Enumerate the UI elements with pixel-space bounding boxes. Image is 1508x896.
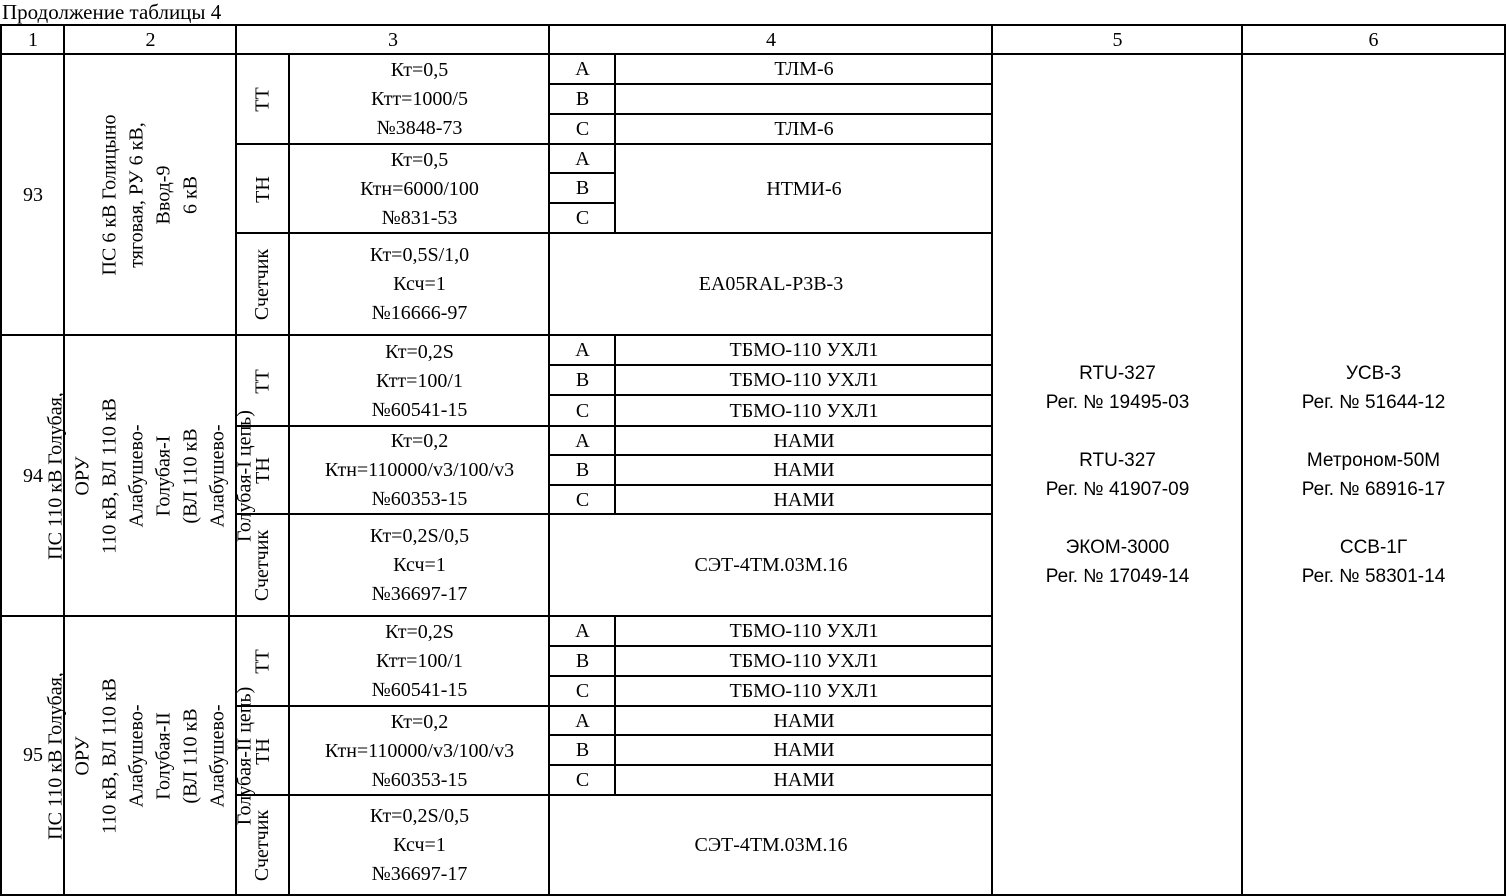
meter-label: Счетчик bbox=[235, 232, 289, 335]
tn-phase-a: A bbox=[548, 143, 615, 173]
tn-params: Кт=0,2 Ктн=110000/v3/100/v3 №60353-15 bbox=[288, 425, 549, 514]
tt-label: ТТ bbox=[235, 615, 289, 706]
connection-name bbox=[44, 615, 256, 896]
tn-label: ТН bbox=[235, 425, 289, 514]
meter-label: Счетчик bbox=[235, 794, 289, 896]
tt-type-a: ТЛМ-6 bbox=[614, 53, 992, 84]
row-number: 94 bbox=[0, 334, 64, 616]
tn-params: Кт=0,2 Ктн=110000/v3/100/v3 №60353-15 bbox=[288, 705, 549, 795]
tn-phase-b: B bbox=[548, 734, 615, 765]
tt-type-c: ТЛМ-6 bbox=[614, 113, 992, 144]
tn-phase-b: B bbox=[548, 454, 615, 485]
tt-phase-c: C bbox=[548, 113, 615, 144]
tt-phase-a: A bbox=[548, 615, 615, 646]
tt-phase-b: B bbox=[548, 83, 615, 114]
tt-label: ТТ bbox=[235, 334, 289, 426]
header-col-6: 6 bbox=[1241, 24, 1506, 54]
tn-phase-a: A bbox=[548, 705, 615, 735]
connection-name-text: ПС 110 кВ Голубая, ОРУ 110 кВ, ВЛ 110 кВ Алабушево-Голубая-I (ВЛ 110 кВ Алабушево- Голубая-I цепь) bbox=[44, 392, 256, 560]
tn-type-c: НАМИ bbox=[614, 484, 992, 514]
meter-type: EA05RAL-P3B-3 bbox=[548, 232, 992, 335]
tn-label: ТН bbox=[235, 705, 289, 795]
header-col-4: 4 bbox=[548, 24, 992, 54]
tn-type-b: НАМИ bbox=[614, 734, 992, 765]
table-caption: Продолжение таблицы 4 bbox=[2, 0, 222, 24]
meter-type: СЭТ-4ТМ.03М.16 bbox=[548, 513, 992, 616]
tn-phase-c: C bbox=[548, 764, 615, 795]
tt-phase-a: A bbox=[548, 334, 615, 365]
tn-phase-c: C bbox=[548, 202, 615, 233]
meter-label: Счетчик bbox=[235, 513, 289, 616]
tt-type-b: ТБМО-110 УХЛ1 bbox=[614, 364, 992, 395]
meter-params: Кт=0,2S/0,5 Ксч=1 №36697-17 bbox=[288, 513, 549, 616]
tt-label: ТТ bbox=[235, 53, 289, 144]
tt-type-b: ТБМО-110 УХЛ1 bbox=[614, 645, 992, 676]
tt-params: Кт=0,5 Ктт=1000/5 №3848-73 bbox=[288, 53, 549, 144]
header-col-3: 3 bbox=[235, 24, 549, 54]
tn-phase-b: B bbox=[548, 172, 615, 203]
meter-params: Кт=0,2S/0,5 Ксч=1 №36697-17 bbox=[288, 794, 549, 896]
tt-type-c: ТБМО-110 УХЛ1 bbox=[614, 394, 992, 426]
tn-label: ТН bbox=[235, 143, 289, 233]
header-col-2: 2 bbox=[63, 24, 236, 54]
tn-phase-c: C bbox=[548, 484, 615, 514]
tt-phase-c: C bbox=[548, 394, 615, 426]
tt-phase-b: B bbox=[548, 364, 615, 395]
connection-name bbox=[44, 334, 256, 616]
row-number: 95 bbox=[0, 615, 64, 896]
tt-type-a: ТБМО-110 УХЛ1 bbox=[614, 615, 992, 646]
header-col-1: 1 bbox=[0, 24, 64, 54]
meter-type: СЭТ-4ТМ.03М.16 bbox=[548, 794, 992, 896]
connection-name-text: ПС 6 кВ Голицыно тяговая, РУ 6 кВ, Ввод-9 6 кВ bbox=[98, 114, 202, 276]
header-col-5: 5 bbox=[991, 24, 1242, 54]
tn-type-b: НАМИ bbox=[614, 454, 992, 485]
tt-phase-a: A bbox=[548, 53, 615, 84]
equipment-table bbox=[0, 24, 1508, 896]
tn-type-a: НАМИ bbox=[614, 705, 992, 735]
connection-name-text: ПС 110 кВ Голубая, ОРУ 110 кВ, ВЛ 110 кВ Алабушево-Голубая-II (ВЛ 110 кВ Алабушево- Голубая-II цепь) bbox=[44, 671, 256, 840]
tt-phase-b: B bbox=[548, 645, 615, 676]
row-number: 93 bbox=[0, 53, 64, 335]
tn-type-c: НАМИ bbox=[614, 764, 992, 795]
tn-type: НТМИ-6 bbox=[614, 143, 992, 233]
tt-type-c: ТБМО-110 УХЛ1 bbox=[614, 675, 992, 706]
tt-phase-c: C bbox=[548, 675, 615, 706]
tt-type-a: ТБМО-110 УХЛ1 bbox=[614, 334, 992, 365]
tt-type-b bbox=[614, 83, 992, 114]
time-sync-devices: УСВ-3 Рег. № 51644-12 Метроном-50М Рег. № 68916-17 ССВ-1Г Рег. № 58301-14 bbox=[1241, 53, 1506, 896]
tn-params: Кт=0,5 Ктн=6000/100 №831-53 bbox=[288, 143, 549, 233]
tt-params: Кт=0,2S Ктт=100/1 №60541-15 bbox=[288, 334, 549, 426]
iv-complex-devices: RTU-327 Рег. № 19495-03 RTU-327 Рег. № 41907-09 ЭКОМ-3000 Рег. № 17049-14 bbox=[991, 53, 1242, 896]
connection-name bbox=[63, 53, 236, 335]
meter-params: Кт=0,5S/1,0 Ксч=1 №16666-97 bbox=[288, 232, 549, 335]
tt-params: Кт=0,2S Ктт=100/1 №60541-15 bbox=[288, 615, 549, 706]
tn-phase-a: A bbox=[548, 425, 615, 455]
tn-type-a: НАМИ bbox=[614, 425, 992, 455]
